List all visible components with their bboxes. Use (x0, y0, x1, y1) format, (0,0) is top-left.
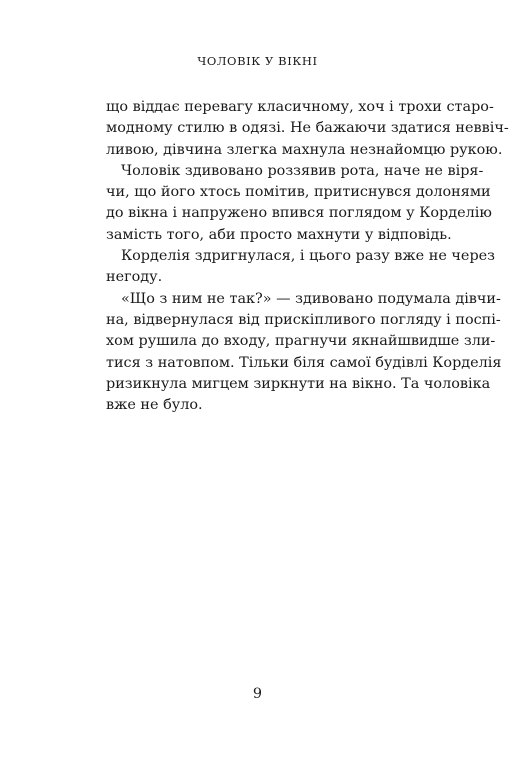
text-line: що віддає перевагу класичному, хоч і трохи старо- (106, 99, 494, 115)
running-head: ЧОЛОВІК У ВІКНІ (197, 54, 318, 68)
text-line: модному стилю в одязі. Не бажаючи здатися неввіч- (106, 120, 509, 137)
text-line: ризикнула мигцем зиркнути на вікно. Та чоловіка (106, 375, 491, 392)
text-line: чи, що його хтось помітив, притиснувся долонями (106, 184, 491, 201)
text-line: на, відвернулася від прискіпливого погляду і поспі- (106, 311, 501, 328)
body-text (106, 97, 509, 416)
text-line: ливою, дівчина злегка махнула незнайомцю рукою. (106, 141, 503, 158)
page-number: 9 (252, 686, 263, 702)
paragraph-3 (106, 246, 496, 289)
text-line: Чоловік здивовано роззявив рота, наче не віря- (121, 162, 484, 179)
text-line: «Що з ним не так?» — здивовано подумала дівчи- (121, 290, 501, 307)
paragraph-4 (106, 289, 502, 417)
text-line: хом рушила до входу, прагнучи якнайшвидше зли- (106, 333, 496, 350)
text-line: замість того, аби просто махнути у відповідь. (106, 226, 452, 243)
paragraph-1 (106, 97, 509, 161)
text-line: Корделія здригнулася, і цього разу вже не через (121, 248, 496, 265)
text-line: до вікна і напружено впився поглядом у Корделію (106, 205, 492, 222)
text-line: негоду. (106, 269, 163, 286)
text-line: тися з натовпом. Тільки біля самої будівлі Корделія (106, 354, 502, 371)
paragraph-2 (106, 161, 492, 246)
text-line: вже не було. (106, 397, 203, 414)
